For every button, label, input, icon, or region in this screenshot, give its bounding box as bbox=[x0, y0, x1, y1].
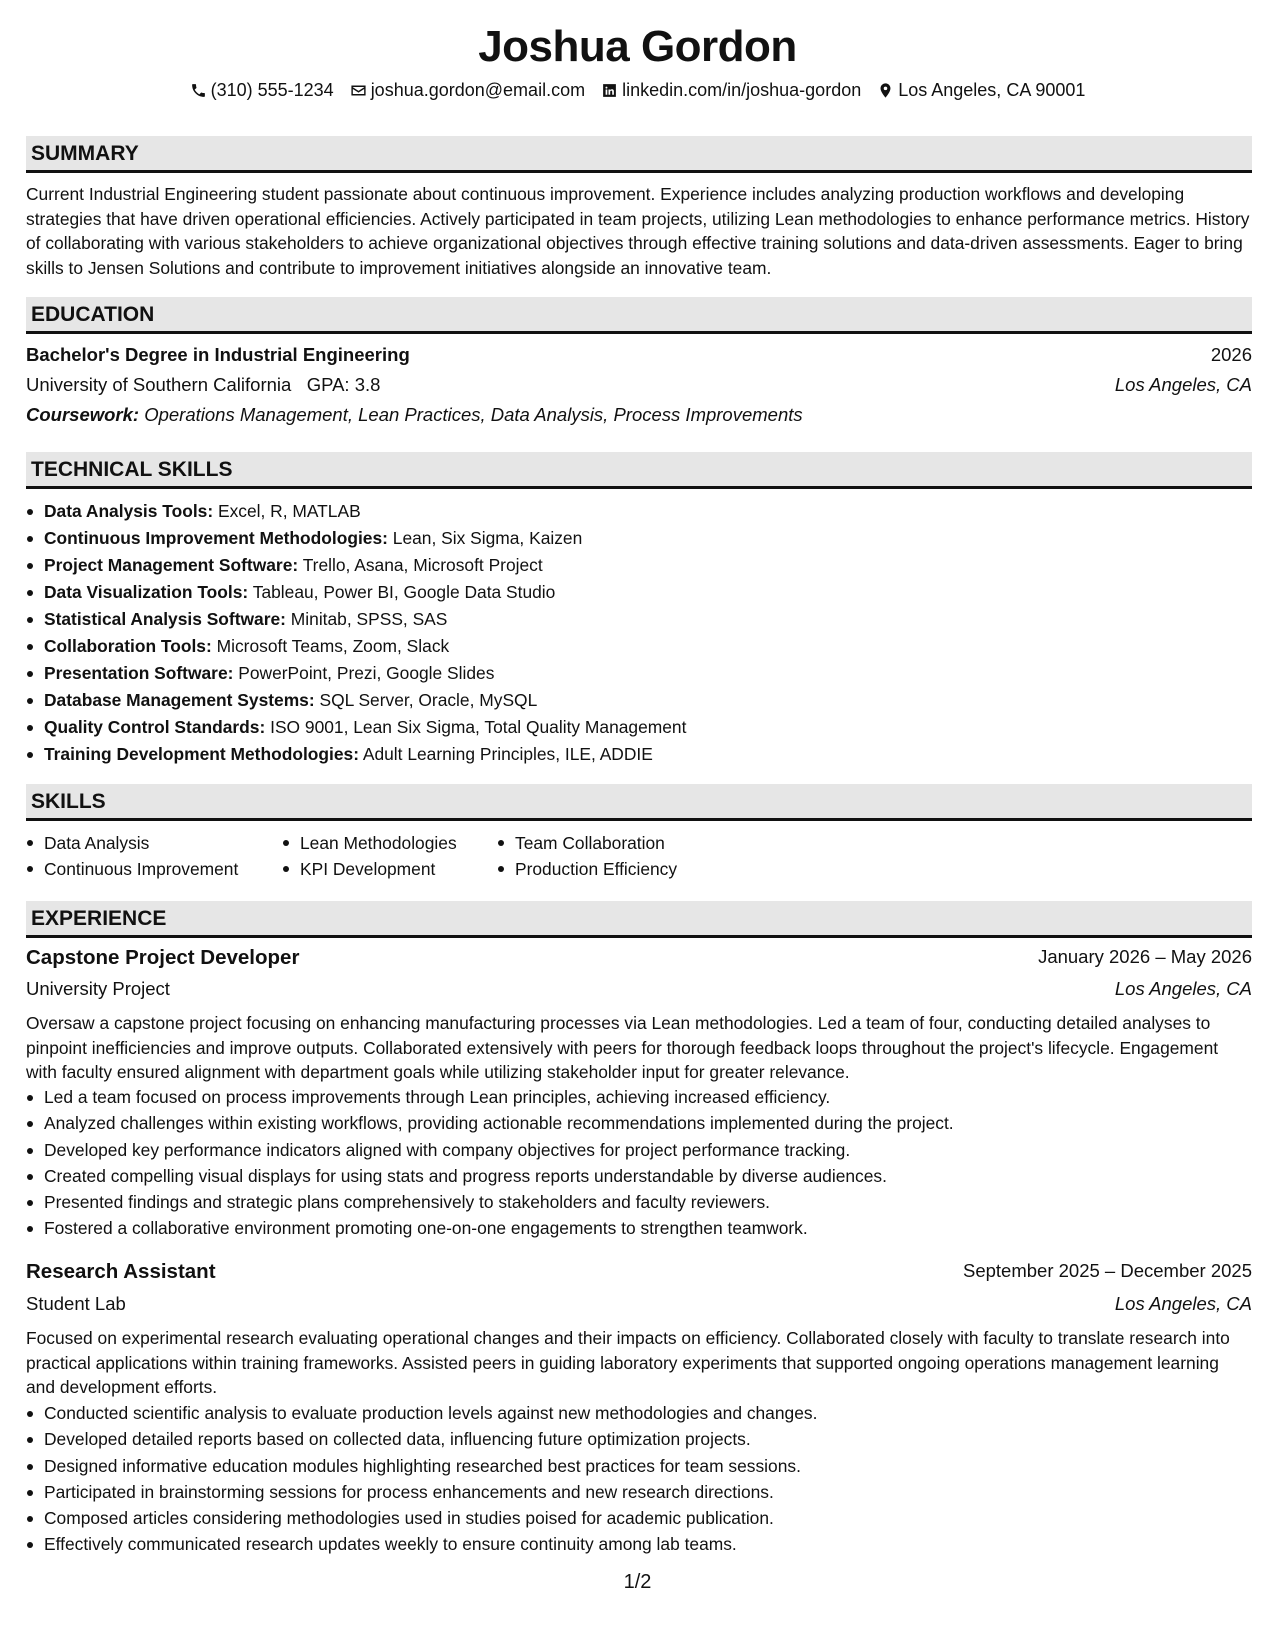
candidate-name: Joshua Gordon bbox=[478, 22, 797, 71]
list-item: Fostered a collaborative environment promoting one-on-one engagements to strengthen teamwork. bbox=[26, 1215, 954, 1241]
page-number: 1/2 bbox=[623, 1571, 652, 1593]
job-bullets bbox=[26, 1084, 954, 1242]
list-item bbox=[26, 660, 686, 687]
skills-column bbox=[26, 830, 282, 882]
list-item bbox=[26, 714, 686, 741]
list-item bbox=[26, 687, 686, 714]
job-location: Los Angeles, CA bbox=[1114, 978, 1252, 999]
job-location: Los Angeles, CA bbox=[1114, 1293, 1252, 1314]
list-item: Effectively communicated research updates weekly to ensure continuity among lab teams. bbox=[26, 1531, 817, 1557]
school-line bbox=[26, 374, 380, 396]
list-item bbox=[26, 552, 686, 579]
coursework-line bbox=[26, 404, 803, 426]
skills-grid bbox=[26, 830, 717, 882]
job-description: Oversaw a capstone project focusing on enhancing manufacturing processes via Lean methodologies. Led a team of four, conducting detailed analyses to pinpoint inefficiencies and improve outputs. Collaborated extensively with peers for thorough feedback loops throughout the project's lifecycle. Engagement with faculty ensured alignment with department goals while utilizing stakeholder input for greater relevance. bbox=[26, 1013, 1219, 1082]
job-org: University Project bbox=[26, 978, 170, 999]
skills-column bbox=[497, 830, 717, 882]
job-org-row bbox=[26, 978, 1252, 1006]
section-title: SKILLS bbox=[31, 790, 106, 813]
list-item: Conducted scientific analysis to evaluate production levels against new methodologies and changes. bbox=[26, 1400, 817, 1426]
list-item: Created compelling visual displays for using stats and progress reports understandable by diverse audiences. bbox=[26, 1163, 954, 1189]
graduation-year: 2026 bbox=[1210, 344, 1252, 365]
list-item: KPI Development bbox=[282, 856, 497, 882]
skill-values: Minitab, SPSS, SAS bbox=[290, 609, 448, 629]
education-degree-row bbox=[26, 344, 1252, 372]
list-item: Continuous Improvement bbox=[26, 856, 282, 882]
summary-text: Current Industrial Engineering student passionate about continuous improvement. Experience includes analyzing production workflows and developing strategies that have driven operational efficiencies. Actively participated in team projects, utilizing Lean methodologies to enhance performance metrics. History of collaborating with various stakeholders to achieve organizational objectives through effective training solutions and data-driven assessments. Eager to bring skills to Jensen Solutions and contribute to improvement initiatives alongside an innovative team. bbox=[26, 184, 1250, 278]
contact-linkedin[interactable] bbox=[601, 80, 861, 101]
linkedin-text: linkedin.com/in/joshua-gordon bbox=[622, 80, 862, 100]
experience-heading bbox=[26, 901, 1252, 938]
skills-heading bbox=[26, 784, 1252, 821]
gpa: GPA: 3.8 bbox=[306, 374, 381, 395]
section-title: EDUCATION bbox=[31, 303, 155, 326]
list-item bbox=[26, 525, 686, 552]
education-school-row bbox=[26, 374, 1252, 402]
skill-values: Trello, Asana, Microsoft Project bbox=[302, 555, 543, 575]
skill-category: Project Management Software: bbox=[44, 555, 299, 575]
skill-values: Lean, Six Sigma, Kaizen bbox=[392, 528, 583, 548]
job-title: Capstone Project Developer bbox=[26, 946, 300, 969]
list-item: Developed detailed reports based on collected data, influencing future optimization projects. bbox=[26, 1426, 817, 1452]
linkedin-icon bbox=[601, 82, 618, 99]
envelope-icon bbox=[350, 82, 367, 99]
job-bullets bbox=[26, 1400, 817, 1558]
list-item bbox=[26, 498, 686, 525]
email-text: joshua.gordon@email.com bbox=[370, 80, 586, 100]
coursework-list: Operations Management, Lean Practices, Data Analysis, Process Improvements bbox=[144, 404, 803, 425]
contact-phone[interactable] bbox=[190, 80, 334, 101]
job-description: Focused on experimental research evaluating operational changes and their impacts on efficiency. Collaborated closely with faculty to translate research into practical applications within training frameworks. Assisted peers in guiding laboratory experiments that supported ongoing operations management learning and development efforts. bbox=[26, 1328, 1230, 1397]
skill-category: Database Management Systems: bbox=[44, 690, 315, 710]
map-pin-icon bbox=[877, 82, 894, 99]
list-item: Developed key performance indicators aligned with company objectives for project performance tracking. bbox=[26, 1137, 954, 1163]
skill-values: Tableau, Power BI, Google Data Studio bbox=[252, 582, 556, 602]
location-text: Los Angeles, CA 90001 bbox=[898, 80, 1086, 100]
section-title: TECHNICAL SKILLS bbox=[31, 458, 233, 481]
list-item: Production Efficiency bbox=[497, 856, 717, 882]
skill-category: Data Visualization Tools: bbox=[44, 582, 249, 602]
school-location: Los Angeles, CA bbox=[1114, 374, 1252, 395]
job-title: Research Assistant bbox=[26, 1260, 216, 1283]
skill-values: Excel, R, MATLAB bbox=[217, 501, 361, 521]
list-item bbox=[26, 741, 686, 768]
contact-location bbox=[877, 80, 1085, 101]
skill-values: Microsoft Teams, Zoom, Slack bbox=[216, 636, 450, 656]
skill-values: SQL Server, Oracle, MySQL bbox=[319, 690, 538, 710]
technical-skills-list bbox=[26, 498, 686, 768]
list-item: Presented findings and strategic plans comprehensively to stakeholders and faculty reviewers. bbox=[26, 1189, 954, 1215]
skill-category: Collaboration Tools: bbox=[44, 636, 212, 656]
list-item: Team Collaboration bbox=[497, 830, 717, 856]
skill-category: Quality Control Standards: bbox=[44, 717, 266, 737]
skill-category: Training Development Methodologies: bbox=[44, 744, 359, 764]
list-item: Composed articles considering methodologies used in studies poised for academic publication. bbox=[26, 1505, 817, 1531]
list-item bbox=[26, 579, 686, 606]
list-item: Data Analysis bbox=[26, 830, 282, 856]
job-header-row bbox=[26, 1260, 1252, 1288]
skill-values: ISO 9001, Lean Six Sigma, Total Quality Management bbox=[270, 717, 687, 737]
job-dates: January 2026 – May 2026 bbox=[1038, 946, 1252, 967]
job-header-row bbox=[26, 946, 1252, 974]
list-item: Led a team focused on process improvements through Lean principles, achieving increased efficiency. bbox=[26, 1084, 954, 1110]
contact-email[interactable] bbox=[350, 80, 585, 101]
list-item: Lean Methodologies bbox=[282, 830, 497, 856]
education-heading bbox=[26, 297, 1252, 334]
degree: Bachelor's Degree in Industrial Engineering bbox=[26, 344, 410, 365]
skills-column bbox=[282, 830, 497, 882]
job-org-row bbox=[26, 1293, 1252, 1321]
school-name: University of Southern California bbox=[26, 374, 292, 395]
list-item: Analyzed challenges within existing workflows, providing actionable recommendations implemented during the project. bbox=[26, 1110, 954, 1136]
coursework-row bbox=[26, 404, 1252, 432]
list-item: Designed informative education modules highlighting researched best practices for team sessions. bbox=[26, 1453, 817, 1479]
skill-values: PowerPoint, Prezi, Google Slides bbox=[238, 663, 495, 683]
phone-text: (310) 555-1234 bbox=[210, 80, 334, 100]
summary-heading bbox=[26, 136, 1252, 173]
skill-category: Continuous Improvement Methodologies: bbox=[44, 528, 388, 548]
section-title: EXPERIENCE bbox=[31, 907, 167, 930]
skill-category: Presentation Software: bbox=[44, 663, 234, 683]
technical-skills-heading bbox=[26, 452, 1252, 489]
list-item: Participated in brainstorming sessions for process enhancements and new research directions. bbox=[26, 1479, 817, 1505]
job-org: Student Lab bbox=[26, 1293, 126, 1314]
section-title: SUMMARY bbox=[31, 142, 139, 165]
contact-bar bbox=[0, 80, 1275, 101]
job-dates: September 2025 – December 2025 bbox=[963, 1260, 1252, 1281]
list-item bbox=[26, 606, 686, 633]
skill-category: Data Analysis Tools: bbox=[44, 501, 214, 521]
coursework-label: Coursework: bbox=[26, 404, 140, 425]
list-item bbox=[26, 633, 686, 660]
skill-values: Adult Learning Principles, ILE, ADDIE bbox=[362, 744, 653, 764]
skill-category: Statistical Analysis Software: bbox=[44, 609, 286, 629]
phone-icon bbox=[190, 82, 207, 99]
